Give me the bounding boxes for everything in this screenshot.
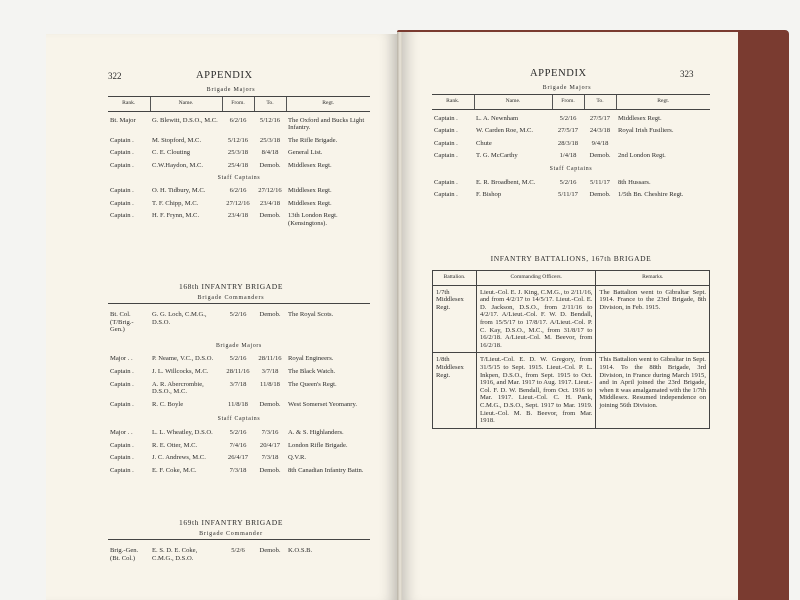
table-row: [108, 144, 370, 157]
table-row: [108, 182, 370, 195]
rank-cell: Captain .: [110, 441, 134, 449]
regt-cell: Middlesex Regt.: [618, 114, 662, 122]
table-row: [432, 186, 710, 199]
table-header-row: [108, 97, 370, 112]
to-cell: 27/5/17: [589, 114, 611, 122]
col-from: From.: [552, 95, 584, 110]
brigade-169-title: 169th INFANTRY BRIGADE: [178, 518, 284, 527]
rank-cell: Captain .: [110, 380, 134, 388]
from-cell: 6/2/16: [229, 116, 247, 124]
from-cell: 5/2/6: [231, 547, 245, 554]
col-to: To.: [584, 95, 616, 110]
name-cell: W. Carden Roe, M.C.: [476, 127, 534, 135]
name-cell: G. Blewitt, D.S.O., M.C.: [152, 116, 218, 124]
col-commanding-officers: Commanding Officers.: [476, 271, 595, 286]
from-cell: 11/8/18: [228, 400, 248, 408]
officers-cell: T/Lieut.-Col. E. D. W. Gregory, from 31/5/15 to Sept. 1915. Lieut.-Col. P. L. Inkpen, D.S.O., from Sept. 1915 to Oct. 1916, and Mar. 1917 to Aug. 1917. Lieut.-Col. F. D. W. Bendall, from Oct. 1916 to Mar. 1917. Lieut.-Col. C. H. Pank, C.M.G., D.S.O., Sept. 1917 to Mar. 1919. Lieut.-Col. M. B. Beevor, from Mar. 1918.: [476, 353, 595, 428]
remarks-cell: This Battalion went to Gibraltar in Sept. 1914. To the 88th Brigade, 3rd Division, in France during March 1915, and in April joined the 23rd Brigade, when it was amalgamated with the 1/7th Middlesex. Resumed independence on joining 56th Division.: [596, 353, 710, 428]
rank-cell: Captain .: [110, 454, 134, 462]
table-header-row: [433, 271, 710, 286]
rank-cell: Captain .: [110, 136, 134, 144]
officers-cell: Lieut.-Col. E. J. King, C.M.G., to 2/11/16, and from 4/2/17 to 14/5/17. Lieut.-Col. E. D. Jackson, D.S.O., from 2/11/16 to 4/2/17. A/Lieut.-Col. F. W. D. Bendall, from 15/5/17 to 17/8/17. A/Lieut.-Col. P. C. Kay, D.S.O., M.C., from 31/8/17 to 16/2/18. A/Lieut.-Col. M. Beevor, from 16/2/18.: [476, 285, 595, 353]
section-title-staff-captains-r: Staff Captains: [549, 165, 593, 172]
table-row: [432, 135, 710, 148]
table-row: [108, 437, 370, 450]
infantry-battalions-title: INFANTRY BATTALIONS, 167th BRIGADE: [490, 254, 652, 263]
regt-cell: 13th London Regt. (Kensingtons).: [288, 212, 338, 227]
battalion-cell: 1/8th Middlesex Regt.: [433, 353, 477, 428]
regt-cell: General List.: [288, 149, 323, 157]
to-cell: Demob.: [589, 191, 611, 199]
table-row: [108, 132, 370, 145]
regt-cell: A. & S. Highlanders.: [288, 428, 344, 436]
name-cell: J. L. Willcocks, M.C.: [152, 367, 209, 375]
from-cell: 23/4/18: [227, 212, 249, 220]
to-cell: 8/4/18: [261, 149, 279, 157]
from-cell: 27/12/16: [226, 199, 250, 207]
name-cell: E. S. D. E. Coke, C.M.G., D.S.O.: [152, 547, 198, 562]
to-cell: 25/3/18: [259, 136, 281, 144]
section-title-staff-captains: Staff Captains: [217, 174, 261, 181]
right-page: [402, 32, 738, 600]
from-cell: 3/7/18: [229, 380, 247, 388]
rank-cell: Captain .: [110, 199, 134, 207]
rank-cell: Captain .: [110, 367, 134, 375]
name-cell: T. G. McCarthy: [476, 152, 518, 160]
regt-cell: West Somerset Yeomanry.: [288, 400, 358, 408]
regt-cell: Royal Engineers.: [288, 355, 334, 363]
name-cell: R. E. Otter, M.C.: [152, 441, 198, 449]
from-cell: 5/2/16: [229, 311, 247, 318]
name-cell: A. R. Abercrombie, D.S.O., M.C.: [152, 380, 204, 396]
left-page: [46, 34, 397, 600]
from-cell: 5/12/16: [227, 136, 249, 144]
name-cell: L. L. Wheatley, D.S.O.: [152, 428, 213, 436]
name-cell: O. H. Tidbury, M.C.: [152, 187, 206, 195]
from-cell: 5/2/16: [559, 178, 577, 186]
regt-cell: The Rifle Brigade.: [288, 136, 338, 144]
col-regt: Regt.: [616, 95, 710, 110]
regt-cell: 1/5th Bn. Cheshire Regt.: [618, 191, 684, 199]
regt-cell: Q.V.R.: [288, 454, 307, 462]
name-cell: J. C. Andrews, M.C.: [152, 454, 206, 462]
regt-cell: The Queen's Regt.: [288, 380, 337, 388]
to-cell: 7/3/18: [261, 454, 279, 462]
rank-cell: Captain .: [110, 212, 134, 220]
from-cell: 28/3/18: [557, 139, 579, 147]
regt-cell: London Rifle Brigade.: [288, 441, 348, 449]
table-row: [108, 195, 370, 208]
name-cell: R. C. Boyle: [152, 400, 184, 408]
table-row: [108, 462, 370, 475]
table-body: [108, 542, 370, 562]
open-book: [42, 18, 754, 600]
col-name: Name.: [150, 97, 222, 112]
from-cell: 5/2/16: [229, 355, 247, 363]
remarks-cell: The Battalion went to Gibraltar Sept. 1914. France to the 23rd Brigade, 8th Division, in Feb. 1915.: [596, 285, 710, 353]
from-cell: 5/2/16: [559, 114, 577, 122]
left-table-2: [108, 306, 370, 474]
to-cell: Demob.: [589, 152, 611, 160]
col-remarks: Remarks.: [596, 271, 710, 286]
name-cell: G. G. Loch, C.M.G., D.S.O.: [152, 311, 207, 326]
from-cell: 6/2/16: [229, 187, 247, 195]
table-row: [433, 353, 710, 428]
divider: [108, 303, 370, 304]
regt-cell: The Oxford and Bucks Light Infantry.: [288, 116, 365, 132]
table-row: [108, 363, 370, 376]
to-cell: 3/7/18: [261, 367, 279, 375]
from-cell: 26/4/17: [227, 454, 249, 462]
rank-cell: Captain .: [434, 139, 458, 147]
to-cell: Demob.: [259, 311, 281, 318]
name-cell: F. Bishop: [476, 191, 502, 199]
table-body: [108, 111, 370, 169]
rank-cell: Captain .: [434, 178, 458, 186]
rank-cell: Captain .: [434, 152, 458, 160]
rank-cell: Captain .: [110, 187, 134, 195]
rank-cell: Captain .: [110, 149, 134, 157]
name-cell: E. F. Coke, M.C.: [152, 466, 197, 474]
table-body: [108, 350, 370, 408]
rank-cell: Major . .: [110, 428, 133, 436]
from-cell: 1/4/18: [559, 152, 577, 160]
to-cell: 20/4/17: [259, 441, 281, 449]
col-name: Name.: [474, 95, 552, 110]
name-cell: Chute: [476, 139, 492, 147]
table-body: [108, 424, 370, 474]
from-cell: 5/11/17: [558, 191, 578, 199]
table-row: [432, 122, 710, 135]
rank-cell: Bt. Col. (T/Brig.-Gen.): [110, 311, 134, 334]
to-cell: Demob.: [259, 161, 281, 169]
from-cell: 28/11/16: [226, 367, 250, 375]
name-cell: M. Stopford, M.C.: [152, 136, 202, 144]
table-row: [108, 542, 370, 562]
regt-cell: Middlesex Regt.: [288, 161, 332, 169]
rank-cell: Major . .: [110, 355, 133, 363]
rank-cell: Captain .: [110, 400, 134, 408]
rank-cell: Captain .: [434, 191, 458, 199]
table-body: [432, 109, 710, 160]
regt-cell: K.O.S.B.: [288, 547, 313, 554]
table-row: [108, 449, 370, 462]
regt-cell: The Black Watch.: [288, 367, 336, 375]
rank-cell: Brig.-Gen. (Bt. Col.): [110, 547, 139, 562]
rank-cell: Captain .: [110, 161, 134, 169]
table-header-row: [432, 95, 710, 110]
from-cell: 25/4/18: [227, 161, 249, 169]
regt-cell: [616, 135, 710, 148]
from-cell: 25/3/18: [227, 149, 249, 157]
table-body: [108, 182, 370, 227]
left-table-3: [108, 542, 370, 562]
table-row: [108, 350, 370, 363]
to-cell: 5/11/17: [590, 178, 610, 186]
name-cell: E. R. Broadbent, M.C.: [476, 178, 536, 186]
to-cell: 27/12/16: [258, 187, 282, 195]
col-regt: Regt.: [286, 97, 370, 112]
section-title-brigade-majors: Brigade Majors: [206, 87, 256, 93]
col-rank: Rank.: [108, 97, 150, 112]
to-cell: Demob.: [259, 400, 281, 408]
table-row: [432, 109, 710, 122]
col-from: From.: [222, 97, 254, 112]
to-cell: 28/11/16: [258, 355, 282, 363]
from-cell: 27/5/17: [557, 127, 579, 135]
table-row: [433, 285, 710, 353]
col-battalion: Battalion.: [433, 271, 477, 286]
regt-cell: Middlesex Regt.: [288, 199, 332, 207]
to-cell: 7/3/16: [261, 428, 279, 436]
page-number-left: 322: [108, 71, 122, 81]
to-cell: 24/3/18: [589, 127, 611, 135]
to-cell: 5/12/16: [259, 116, 281, 124]
table-body: [432, 174, 710, 199]
regt-cell: Royal Irish Fusiliers.: [618, 127, 674, 135]
brigade-168-title: 168th INFANTRY BRIGADE: [178, 282, 284, 291]
regt-cell: 2nd London Regt.: [618, 152, 666, 160]
to-cell: 11/8/18: [260, 380, 280, 388]
section-title-brigade-majors-2: Brigade Majors: [215, 342, 263, 349]
name-cell: C. E. Clouting: [152, 149, 191, 157]
left-table-1: [108, 96, 370, 228]
table-row: [108, 306, 370, 334]
regt-cell: Middlesex Regt.: [288, 187, 332, 195]
battalions-table: [432, 270, 710, 429]
col-to: To.: [254, 97, 286, 112]
from-cell: 7/4/16: [229, 441, 247, 449]
name-cell: P. Neame, V.C., D.S.O.: [152, 355, 214, 363]
section-title-staff-captains-2: Staff Captains: [217, 416, 261, 423]
table-row: [108, 396, 370, 409]
rank-cell: Captain .: [434, 114, 458, 122]
table-row: [108, 424, 370, 437]
rank-cell: Captain .: [434, 127, 458, 135]
section-title-brigade-commanders: Brigade Commanders: [197, 295, 265, 301]
name-cell: H. F. Frynn, M.C.: [152, 212, 200, 220]
from-cell: 7/3/18: [229, 466, 247, 474]
page-number-right: 323: [680, 69, 694, 79]
table-row: [108, 376, 370, 396]
regt-cell: 8th Hussars.: [618, 178, 651, 186]
section-title-brigade-majors-r: Brigade Majors: [542, 85, 592, 91]
regt-cell: 8th Canadian Infantry Battn.: [288, 466, 364, 474]
table-row: [108, 111, 370, 132]
from-cell: 5/2/16: [229, 428, 247, 436]
name-cell: C.W.Haydon, M.C.: [152, 161, 204, 169]
table-row: [108, 207, 370, 227]
page-header-right: APPENDIX: [530, 68, 587, 79]
divider: [108, 539, 370, 540]
to-cell: Demob.: [259, 547, 281, 554]
table-row: [432, 174, 710, 187]
page-header-left: APPENDIX: [196, 70, 253, 81]
table-row: [432, 147, 710, 160]
right-table-1: [432, 94, 710, 199]
section-title-brigade-commander: Brigade Commander: [199, 531, 263, 537]
table-row: [108, 157, 370, 170]
to-cell: Demob.: [259, 466, 281, 474]
table-body: [108, 306, 370, 334]
battalion-cell: 1/7th Middlesex Regt.: [433, 285, 477, 353]
name-cell: L. A. Newnham: [476, 114, 519, 122]
col-rank: Rank.: [432, 95, 474, 110]
to-cell: Demob.: [259, 212, 281, 220]
rank-cell: Bt. Major: [110, 116, 136, 124]
regt-cell: The Royal Scots.: [288, 311, 334, 318]
to-cell: 23/4/18: [259, 199, 281, 207]
name-cell: T. F. Chipp, M.C.: [152, 199, 199, 207]
to-cell: 9/4/18: [591, 139, 609, 147]
rank-cell: Captain .: [110, 466, 134, 474]
